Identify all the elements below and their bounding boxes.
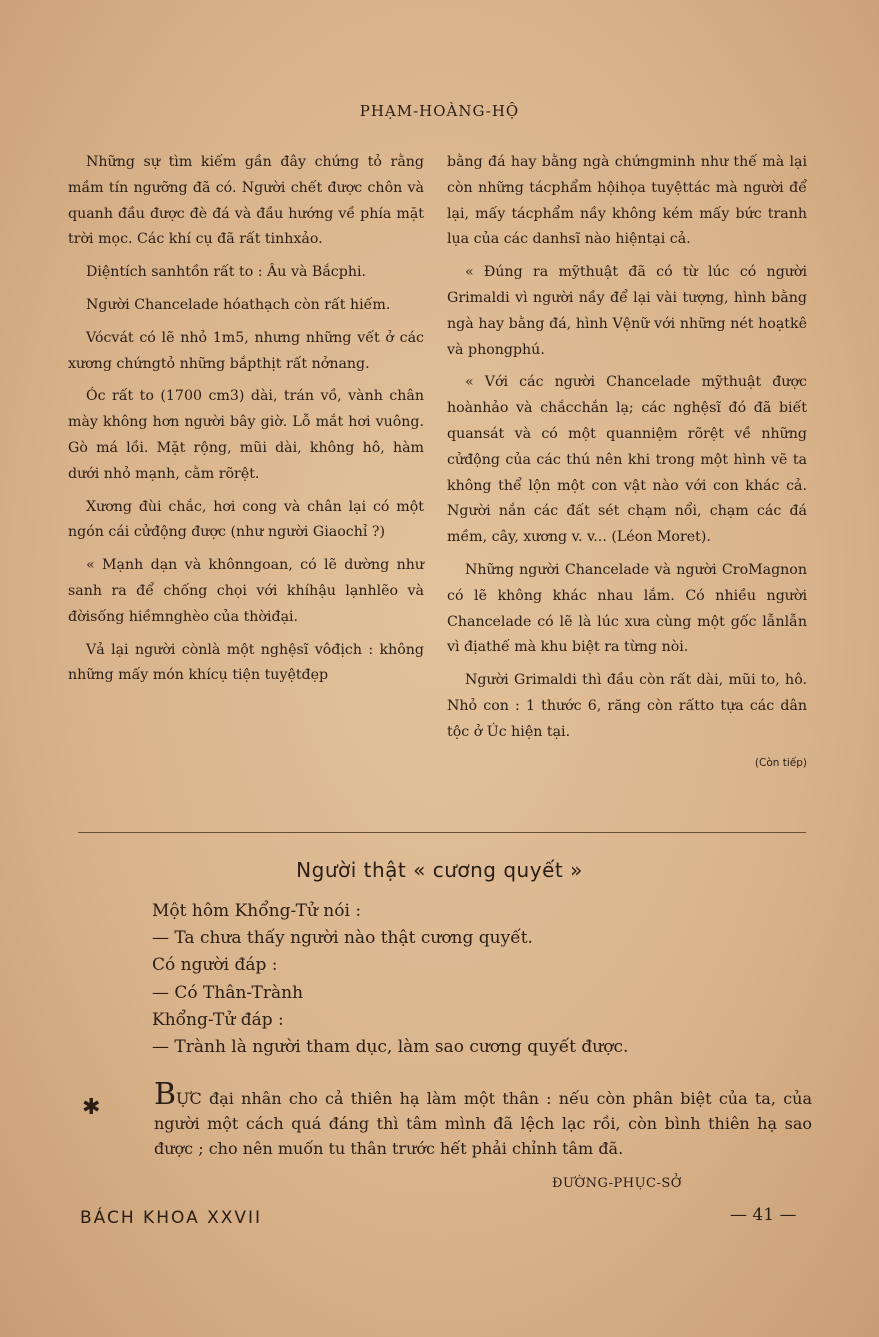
paragraph: « Đúng ra mỹthuật đã có từ lúc có người Grimaldi vì người nầy để lại vài tượng, hình bằng ngà hay bằng đá, hình Vệnữ với những nét hoạtkê và phongphú. (447, 264, 807, 358)
paragraph: Xương đùi chắc, hơi cong và chân lại có một ngón cái cửđộng được (như người Giaochỉ ?) (68, 498, 424, 541)
paragraph: « Mạnh dạn và khônngoan, có lẽ dường như sanh ra để chống chọi với khíhậu lạnhlẽo và đờisống hiềmnghèo của thờiđại. (68, 557, 424, 625)
section-title: Người thật « cương quyết » (296, 858, 583, 882)
dialog-line: — Ta chưa thấy người nào thật cương quyết. (152, 928, 533, 949)
drop-cap: B (154, 1077, 177, 1112)
paragraph: Diệntích sanhtồn rất to : Âu và Bắcphi. (86, 264, 367, 281)
paragraph: bằng đá hay bằng ngà chứngminh như thế mà lại còn những tácphẩm hộihọa tuyệttác mà người để lại, mấy tácphẩm nầy không kém mấy bức tranh lụa của các danhsĩ nào hiệntại cả. (447, 154, 807, 248)
left-column (68, 150, 424, 696)
paragraph: Người Chancelade hóathạch còn rất hiếm. (86, 296, 391, 313)
paragraph: Những người Chancelade và người CroMagnon có lẽ không khác nhau lắm. Có nhiều người Chancelade có lẽ là lúc xưa cùng một gốc lẫnlẫn vì địathế mà khu biệt ra từng nòi. (447, 561, 807, 656)
paragraph: Óc rất to (1700 cm3) dài, trán vồ, vành chân mày không hơn người bây giờ. Lỗ mắt hơi vuông. Gò má lồi. Mặt rộng, mũi dài, không hô, hàm dưới nhỏ mạnh, cằm rõrệt. (68, 388, 424, 482)
right-column (447, 150, 807, 776)
dialog-line: Có người đáp : (152, 955, 278, 976)
star-icon: ✱ (82, 1095, 101, 1120)
quote-text (154, 1077, 812, 1161)
dialog-line: — Trành là người tham dục, làm sao cương quyết được. (152, 1037, 629, 1058)
paragraph: Người Grimaldi thì đầu còn rất dài, mũi to, hô. Nhỏ con : 1 thước 6, răng còn rấtto tựa các dân tộc ở Úc hiện tại. (447, 672, 807, 740)
quote-block (82, 1077, 812, 1161)
section-divider (78, 832, 806, 833)
publication-name: BÁCH KHOA XXVII (80, 1208, 263, 1228)
dialog-line: — Có Thân-Trành (152, 982, 304, 1003)
page-number: — 41 — (730, 1205, 797, 1225)
paragraph: « Với các người Chancelade mỹthuật được hoànhảo và chắcchắn lạ; các nghệsĩ đó đã biết quansát và có một quanniệm rõrệt về những cửđộng của các thú nên khi trong một hình vẽ ta không thể lộn một con vật nào với con khác cả. Người nắn các đất sét chạm nổi, chạm các đá mềm, cây, xương v. v... (Léon Moret). (447, 374, 807, 546)
quote-body: ỰC đại nhân cho cả thiên hạ làm một thân : nếu còn phân biệt của ta, của người một cách quá đáng thì tâm mình đã lệch lạc rồi, còn bình thiên hạ sao được ; cho nên muốn tu thân trước hết phải chỉnh tâm đã. (154, 1089, 812, 1158)
running-header: PHẠM-HOÀNG-HỘ (359, 102, 520, 120)
continued-label: (Còn tiếp) (754, 756, 807, 769)
paragraph: Vả lại người cònlà một nghệsĩ vôđịch : không những mấy món khícụ tiện tuyệtđẹp (68, 641, 424, 684)
paragraph: Những sự tìm kiếm gần đây chứng tỏ rằng mầm tín ngưỡng đã có. Người chết được chôn và quanh đầu được đè đá và đầu hướng về phía mặt trời mọc. Các khí cụ đã rất tinhxảo. (68, 154, 424, 248)
dialog-line: Một hôm Khổng-Tử nói : (152, 901, 362, 921)
dialog-line: Khổng-Tử đáp : (152, 1009, 284, 1030)
dialog-block (152, 898, 772, 1061)
paragraph: Vócvát có lẽ nhỏ 1m5, nhưng những vết ở các xương chứngtỏ những bắpthịt rất nởnang. (68, 329, 424, 372)
quote-author: ĐƯỜNG-PHỤC-SỞ (552, 1176, 682, 1191)
